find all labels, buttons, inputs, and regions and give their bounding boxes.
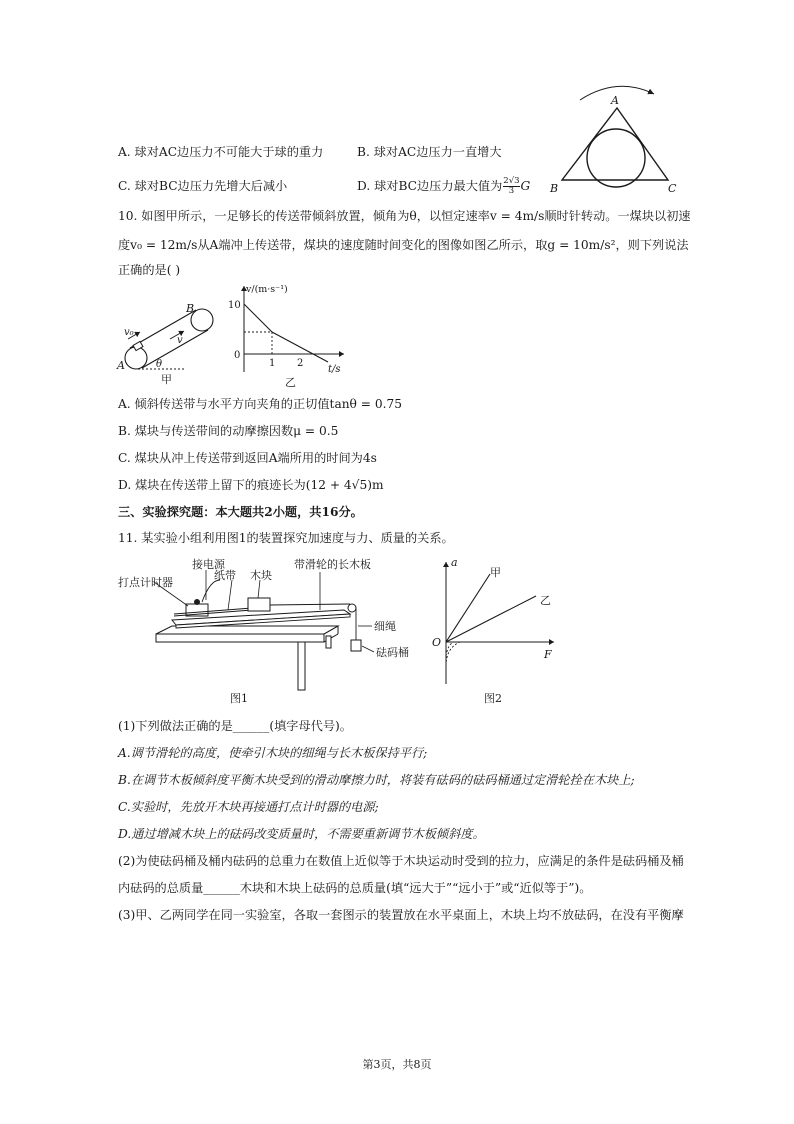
q10-option-c: C. 煤块从冲上传送带到返回A端所用的时间为4s [118,451,377,465]
q10-stem-line3: 正确的是( ) [118,263,181,277]
page-footer: 第3页，共8页 [362,1058,432,1071]
q9-option-d-g: G [520,179,531,193]
q10-graph-x2: 2 [297,358,304,369]
section-3-heading: 三、实验探究题：本大题共2小题，共16分。 [118,505,363,519]
q11-part2-line2: 内砝码的总质量______木块和木块上砝码的总质量(填“远大于”“远小于”或“近似等于”)。 [118,881,592,895]
q11-stem: 11. 某实验小组利用图1的装置探究加速度与力、质量的关系。 [118,531,454,545]
q11-graph-o: O [432,636,442,649]
q11-graph-yi: 乙 [540,594,551,607]
q11-label-tape: 纸带 [214,569,236,582]
q10-stem-line2: 度v₀ = 12m/s从A端冲上传送带，煤块的速度随时间变化的图像如图乙所示，取g = 10m/s²，则下列说法 [118,238,689,252]
q10-label-v0: v₀ [124,327,134,338]
q11-caption-fig2: 图2 [484,692,502,705]
q9-option-b: B. 球对AC边压力一直增大 [357,145,502,159]
q10-label-b: B [186,302,195,315]
q11-graph-a: a [451,556,458,569]
q11-label-bucket: 砝码桶 [376,646,409,659]
q9-fraction-den: 3 [508,186,515,196]
q9-fraction-num: 2√3 [503,176,520,186]
q11-option-d: D.通过增减木块上的砝码改变质量时，不需要重新调节木板倾斜度。 [118,827,485,841]
q10-option-d: D. 煤块在传送带上留下的痕迹长为(12 + 4√5)m [118,478,384,492]
q11-label-board: 带滑轮的长木板 [294,558,371,571]
q11-label-power: 接电源 [192,558,225,571]
q9-label-a: A [611,94,619,107]
q10-option-b: B. 煤块与传送带间的动摩擦因数μ = 0.5 [118,424,339,438]
q10-option-a: A. 倾斜传送带与水平方向夹角的正切值tanθ = 0.75 [118,397,402,411]
q9-fraction [503,177,519,196]
q10-label-theta: θ [156,359,163,370]
q9-option-a: A. 球对AC边压力不可能大于球的重力 [118,145,324,159]
q11-option-a: A.调节滑轮的高度，使牵引木块的细绳与长木板保持平行; [118,746,428,760]
q10-vt-graph [226,280,356,390]
q11-caption-fig1: 图1 [230,692,248,705]
q11-part1: (1)下列做法正确的是______(填字母代号)。 [118,719,352,733]
q10-caption-jia: 甲 [161,373,172,385]
q11-label-block: 木块 [250,569,272,582]
q10-caption-yi: 乙 [285,376,296,389]
q9-option-d-text: D. 球对BC边压力最大值为 [357,179,503,193]
q9-option-c: C. 球对BC边压力先增大后减小 [118,179,288,193]
q9-label-b: B [550,182,559,195]
q11-graph-jia: 甲 [490,566,501,579]
q10-graph-y10: 10 [228,300,241,311]
q11-label-timer: 打点计时器 [118,576,173,589]
q10-graph-x1: 1 [269,358,276,369]
q9-label-c: C [668,182,677,195]
q10-graph-xlabel: t/s [328,364,341,375]
q11-option-c: C.实验时，先放开木块再接通打点计时器的电源; [118,800,379,814]
q11-graph-f: F [544,648,552,661]
q10-graph-y0: 0 [234,350,241,361]
q11-part3: (3)甲、乙两同学在同一实验室，各取一套图示的装置放在水平桌面上，木块上均不放砝码，在没有平衡摩 [118,908,684,922]
q11-option-b: B.在调节木板倾斜度平衡木块受到的滑动摩擦力时，将装有砝码的砝码桶通过定滑轮拴在木块上; [118,773,635,787]
q10-label-v: v [177,335,183,346]
q10-label-a: A [117,359,125,372]
q11-label-rope: 细绳 [374,620,396,633]
q11-part2-line1: (2)为使砝码桶及桶内砝码的总重力在数值上近似等于木块运动时受到的拉力，应满足的条件是砝码桶及桶 [118,854,684,868]
q10-stem-line1: 10. 如图甲所示，一足够长的传送带倾斜放置，倾角为θ，以恒定速率v = 4m/s顺时针转动。一煤块以初速 [118,209,691,223]
q11-apparatus-figure [114,552,424,707]
q10-conveyor-figure [114,295,224,385]
q11-af-graph [424,552,574,707]
q9-option-d [357,177,530,196]
q10-graph-ylabel: v/(m·s⁻¹) [246,284,288,295]
q9-triangle-figure [540,78,690,198]
